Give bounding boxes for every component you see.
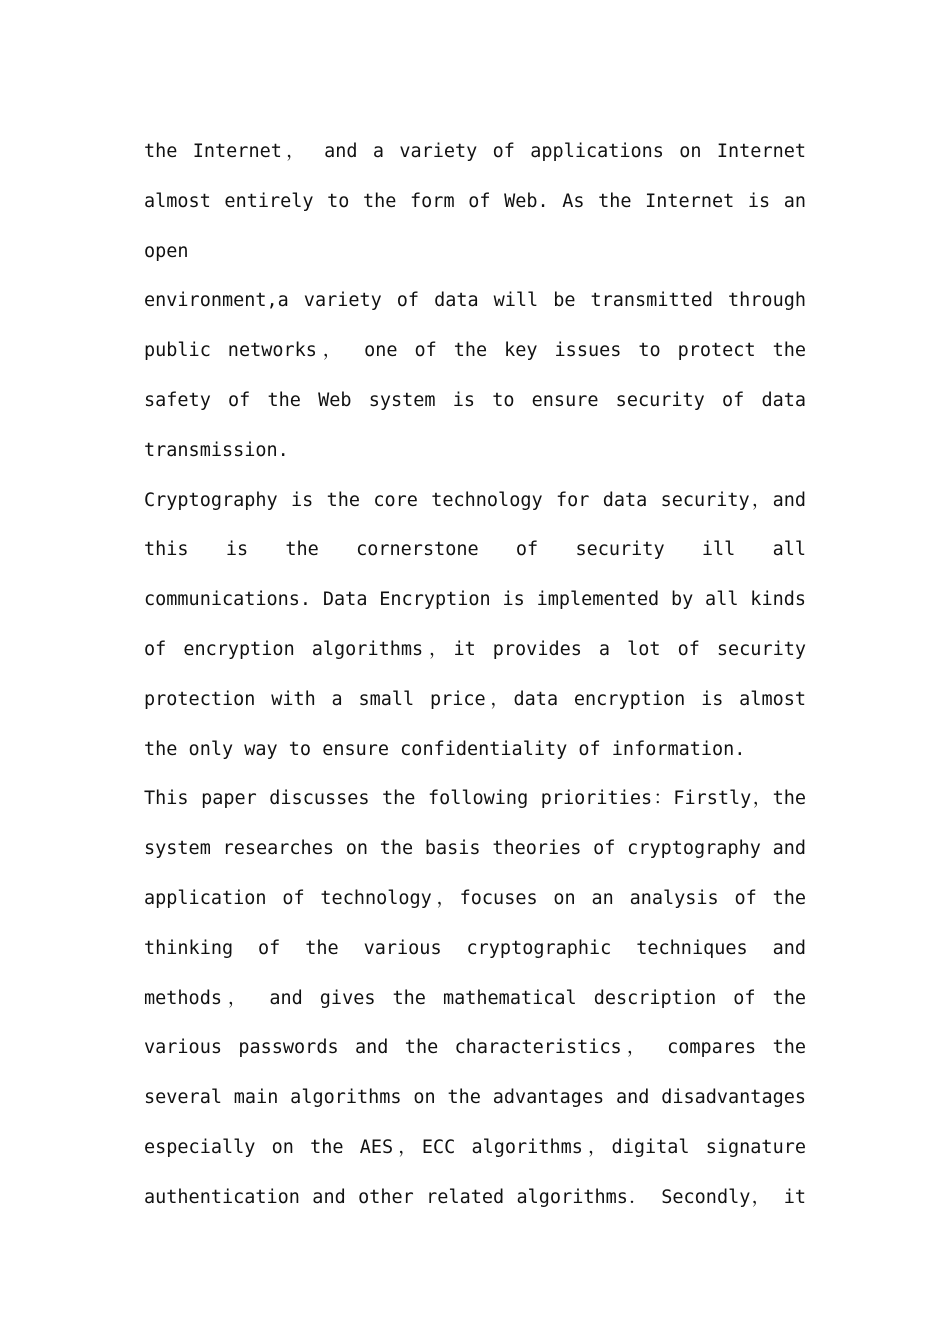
text-line-8: Cryptography is the core technology for data security，and xyxy=(144,489,806,511)
text-line-13: the only way to ensure confidentiality of information. xyxy=(144,738,746,760)
text-line-18: methods， and gives the mathematical description of the xyxy=(144,987,806,1009)
text-line-10: communications. Data Encryption is implemented by all kinds xyxy=(144,589,806,611)
text-line-5: public networks， one of the key issues to protect the xyxy=(144,340,806,362)
text-line-11: of encryption algorithms，it provides a lot of security xyxy=(144,638,806,660)
text-line-22: authentication and other related algorithms． Secondly， it xyxy=(144,1186,806,1208)
text-line-21: especially on the AES，ECC algorithms，digital signature xyxy=(144,1136,806,1158)
text-line-1: the Internet， and a variety of applications on Internet xyxy=(144,141,806,162)
text-line-2: almost entirely to the form of Web. As the Internet is an xyxy=(144,190,806,212)
text-line-14: This paper discusses the following priorities：Firstly，the xyxy=(144,788,806,810)
text-line-3: open xyxy=(144,240,189,262)
text-line-7: transmission. xyxy=(144,439,289,461)
text-line-19: various passwords and the characteristics， compares the xyxy=(144,1037,806,1059)
text-line-15: system researches on the basis theories of cryptography and xyxy=(144,838,806,860)
text-line-4: environment,a variety of data will be transmitted through xyxy=(144,290,806,312)
text-line-12: protection with a small price，data encryption is almost xyxy=(144,688,806,710)
body-text xyxy=(144,127,806,1223)
text-line-16: application of technology，focuses on an analysis of the xyxy=(144,887,806,909)
text-line-6: safety of the Web system is to ensure security of data xyxy=(144,389,806,411)
text-line-20: several main algorithms on the advantages and disadvantages xyxy=(144,1087,806,1109)
text-line-9: this is the cornerstone of security ill all xyxy=(144,539,806,561)
text-line-17: thinking of the various cryptographic techniques and xyxy=(144,937,806,959)
